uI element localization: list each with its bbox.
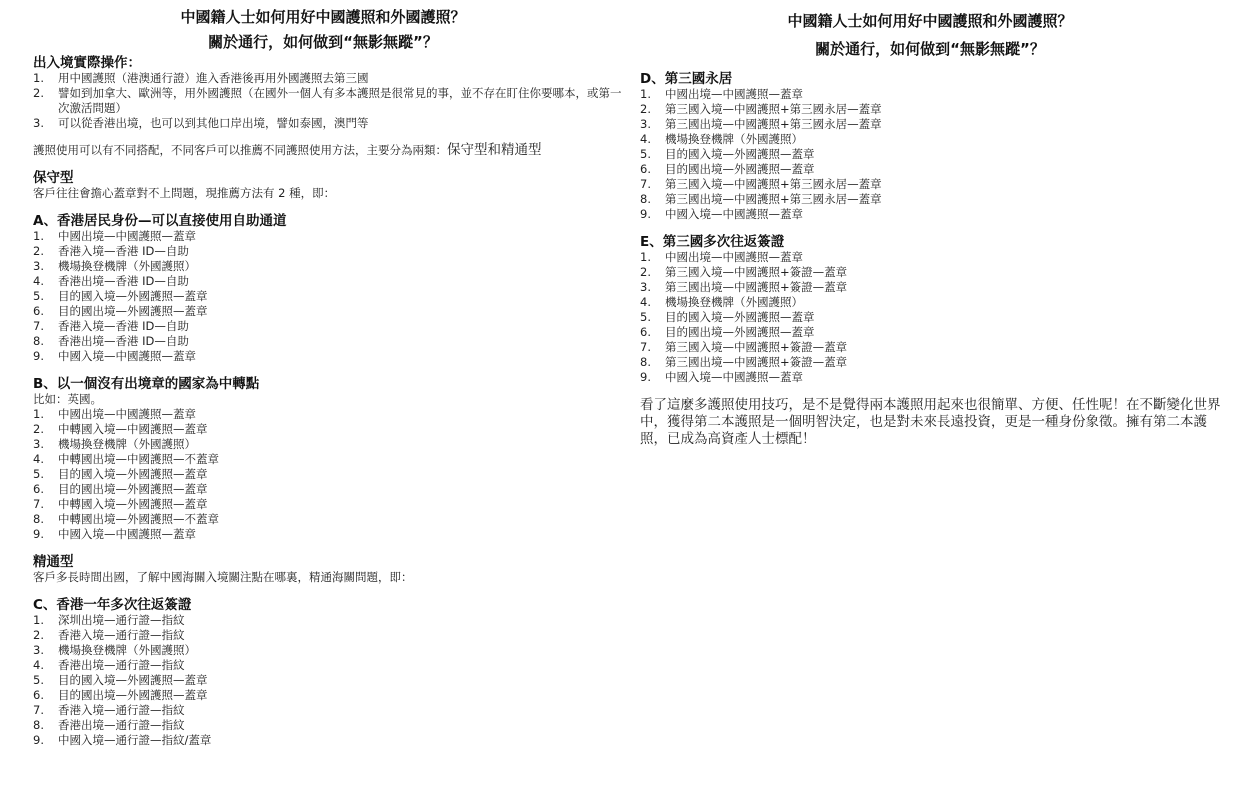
list-item-text: 香港出境—香港 ID—自助 [58,274,189,288]
conservative-heading: 保守型 [33,170,74,186]
list-item [640,117,1230,132]
list-item [640,102,1230,117]
list-item-text: 機場換登機牌（外國護照） [58,259,196,273]
list-item [33,437,623,452]
list-item-number: 2. [640,265,651,279]
list-item [33,244,623,259]
list-item [33,86,623,116]
list-item-number: 7. [33,497,44,511]
list-item-text: 第三國出境—中國護照+簽證—蓋章 [665,355,848,369]
left-column [33,0,623,748]
operations-heading: 出入境實際操作： [33,55,141,71]
list-item-text: 香港入境—通行證—指紋 [58,628,185,642]
list-item-number: 9. [33,349,44,363]
list-item-text: 中國出境—中國護照—蓋章 [665,87,803,101]
list-item [33,718,623,733]
list-item-number: 1. [33,71,44,85]
list-item-number: 5. [33,289,44,303]
list-item-number: 6. [33,688,44,702]
list-item [33,349,623,364]
list-item [640,355,1230,370]
list-item [640,370,1230,385]
section-c-heading: C、香港一年多次往返簽證 [33,597,192,613]
list-item [33,422,623,437]
list-item [33,658,623,673]
intro-types: 保守型和精通型 [447,142,542,158]
list-item-text: 香港入境—香港 ID—自助 [58,244,189,258]
list-item-text: 香港入境—香港 ID—自助 [58,319,189,333]
list-item-text: 中國入境—中國護照—蓋章 [665,207,803,221]
list-item-number: 5. [33,467,44,481]
list-item-number: 7. [33,319,44,333]
section-b-list [33,407,623,542]
list-item [33,512,623,527]
section-e-list [640,250,1230,385]
list-item-text: 第三國出境—中國護照+第三國永居—蓋章 [665,117,882,131]
list-item [33,259,623,274]
list-item-text: 第三國出境—中國護照+簽證—蓋章 [665,280,848,294]
list-item-text: 中國出境—中國護照—蓋章 [665,250,803,264]
section-c-list [33,613,623,748]
list-item-text: 中國出境—中國護照—蓋章 [58,407,196,421]
list-item [33,628,623,643]
list-item-number: 3. [33,259,44,273]
list-item [640,325,1230,340]
list-item-number: 9. [640,370,651,384]
list-item-text: 中轉國出境—外國護照—不蓋章 [58,512,219,526]
list-item [640,250,1230,265]
list-item-number: 3. [640,280,651,294]
list-item [640,207,1230,222]
list-item-number: 4. [33,452,44,466]
conservative-description: 客戶往往會擔心蓋章對不上問題，現推薦方法有 2 種，即： [33,186,336,200]
list-item [640,162,1230,177]
list-item [33,274,623,289]
list-item [33,304,623,319]
list-item-text: 機場換登機牌（外國護照） [665,295,803,309]
list-item-number: 8. [33,718,44,732]
list-item-number: 5. [640,147,651,161]
list-item [640,192,1230,207]
list-item-text: 第三國入境—中國護照+簽證—蓋章 [665,265,848,279]
list-item-number: 2. [33,422,44,436]
list-item-text: 目的國入境—外國護照—蓋章 [665,147,815,161]
list-item [33,319,623,334]
title-line-2: 關於通行，如何做到“無影無蹤”？ [815,40,1045,58]
list-item [33,688,623,703]
title-line-1: 中國籍人士如何用好中國護照和外國護照？ [180,8,466,26]
list-item-number: 9. [640,207,651,221]
list-item-number: 4. [640,132,651,146]
page-title-right [640,7,1230,63]
list-item-number: 3. [33,437,44,451]
list-item [33,497,623,512]
list-item [33,673,623,688]
list-item-number: 8. [33,334,44,348]
list-item-number: 4. [640,295,651,309]
list-item-number: 6. [640,162,651,176]
list-item-number: 5. [640,310,651,324]
list-item [640,87,1230,102]
list-item-number: 1. [33,407,44,421]
right-column [640,0,1230,448]
list-item-text: 第三國入境—中國護照+第三國永居—蓋章 [665,177,882,191]
list-item-text: 目的國出境—外國護照—蓋章 [58,482,208,496]
list-item-number: 9. [33,733,44,747]
intro-paragraph [33,143,623,158]
list-item-number: 8. [640,355,651,369]
list-item-text: 目的國入境—外國護照—蓋章 [665,310,815,324]
list-item [33,482,623,497]
list-item [640,147,1230,162]
list-item-number: 4. [33,274,44,288]
list-item-text: 深圳出境—通行證—指紋 [58,613,185,627]
list-item [640,340,1230,355]
list-item-text: 機場換登機牌（外國護照） [665,132,803,146]
intro-text: 護照使用可以有不同搭配，不同客戶可以推薦不同護照使用方法，主要分為兩類： [33,143,447,157]
list-item [640,177,1230,192]
list-item-text: 目的國入境—外國護照—蓋章 [58,467,208,481]
section-e-heading: E、第三國多次往返簽證 [640,234,785,250]
list-item [33,452,623,467]
list-item [33,467,623,482]
list-item [33,733,623,748]
list-item-text: 香港出境—香港 ID—自助 [58,334,189,348]
list-item-number: 7. [640,340,651,354]
expert-heading: 精通型 [33,554,74,570]
list-item [640,310,1230,325]
section-a-heading: A、香港居民身份—可以直接使用自助通道 [33,213,287,229]
list-item [33,116,623,131]
title-line-1: 中國籍人士如何用好中國護照和外國護照？ [787,12,1073,30]
list-item-text: 目的國入境—外國護照—蓋章 [58,673,208,687]
list-item [33,613,623,628]
list-item-text: 機場換登機牌（外國護照） [58,643,196,657]
list-item-number: 1. [33,613,44,627]
list-item-number: 8. [33,512,44,526]
list-item-number: 6. [33,482,44,496]
list-item-text: 中國出境—中國護照—蓋章 [58,229,196,243]
list-item-number: 2. [640,102,651,116]
list-item-number: 3. [33,643,44,657]
list-item-text: 第三國入境—中國護照+第三國永居—蓋章 [665,102,882,116]
list-item-number: 5. [33,673,44,687]
list-item [640,132,1230,147]
section-d-list [640,87,1230,222]
list-item-number: 1. [33,229,44,243]
list-item [33,643,623,658]
list-item-number: 3. [33,116,44,130]
section-b-example: 比如：英國。 [33,392,102,406]
section-d-heading: D、第三國永居 [640,71,733,87]
section-b-heading: B、以一個沒有出境章的國家為中轉點 [33,376,260,392]
list-item-text: 目的國出境—外國護照—蓋章 [665,325,815,339]
list-item-text: 第三國出境—中國護照+第三國永居—蓋章 [665,192,882,206]
list-item-number: 2. [33,86,44,100]
title-line-2: 關於通行，如何做到“無影無蹤”？ [208,33,438,51]
list-item-text: 香港入境—通行證—指紋 [58,703,185,717]
list-item-text: 中轉國入境—中國護照—蓋章 [58,422,208,436]
list-item-text: 中轉國出境—中國護照—不蓋章 [58,452,219,466]
list-item-number: 9. [33,527,44,541]
list-item-text: 可以從香港出境，也可以到其他口岸出境，譬如泰國，澳門等 [58,116,369,130]
list-item-number: 2. [33,628,44,642]
list-item-text: 中轉國入境—外國護照—蓋章 [58,497,208,511]
list-item-number: 1. [640,250,651,264]
expert-description: 客戶多長時間出國，了解中國海關入境關注點在哪裏，精通海關問題，即： [33,570,413,584]
list-item-number: 1. [640,87,651,101]
list-item-text: 第三國入境—中國護照+簽證—蓋章 [665,340,848,354]
list-item-text: 中國入境—中國護照—蓋章 [665,370,803,384]
list-item [33,229,623,244]
list-item [640,265,1230,280]
list-item-text: 香港出境—通行證—指紋 [58,658,185,672]
operations-list [33,71,623,131]
list-item-text: 譬如到加拿大、歐洲等，用外國護照（在國外一個人有多本護照是很常見的事，並不存在盯住你要哪本，或第一次激活問題） [58,86,622,115]
list-item [640,295,1230,310]
list-item-text: 中國入境—中國護照—蓋章 [58,349,196,363]
list-item-text: 中國入境—通行證—指紋/蓋章 [58,733,212,747]
list-item [33,407,623,422]
list-item-text: 香港出境—通行證—指紋 [58,718,185,732]
list-item-text: 目的國出境—外國護照—蓋章 [58,688,208,702]
list-item [640,280,1230,295]
list-item-number: 8. [640,192,651,206]
list-item-number: 7. [640,177,651,191]
page-title [33,5,623,55]
list-item-text: 用中國護照（港澳通行證）進入香港後再用外國護照去第三國 [58,71,369,85]
list-item [33,703,623,718]
list-item [33,527,623,542]
list-item [33,71,623,86]
list-item [33,334,623,349]
closing-paragraph: 看了這麼多護照使用技巧，是不是覺得兩本護照用起來也很簡單、方便、任性呢！在不斷變化世界中，獲得第二本護照是一個明智決定，也是對未來長遠投資，更是一種身份象徵。擁有第二本護照，已成為高資產人士標配！ [640,397,1221,447]
list-item-text: 中國入境—中國護照—蓋章 [58,527,196,541]
list-item-number: 4. [33,658,44,672]
list-item-number: 6. [640,325,651,339]
list-item-number: 2. [33,244,44,258]
list-item-text: 目的國出境—外國護照—蓋章 [58,304,208,318]
list-item-text: 機場換登機牌（外國護照） [58,437,196,451]
list-item-text: 目的國出境—外國護照—蓋章 [665,162,815,176]
section-a-list [33,229,623,364]
list-item-number: 3. [640,117,651,131]
list-item-number: 7. [33,703,44,717]
list-item-text: 目的國入境—外國護照—蓋章 [58,289,208,303]
list-item [33,289,623,304]
list-item-number: 6. [33,304,44,318]
